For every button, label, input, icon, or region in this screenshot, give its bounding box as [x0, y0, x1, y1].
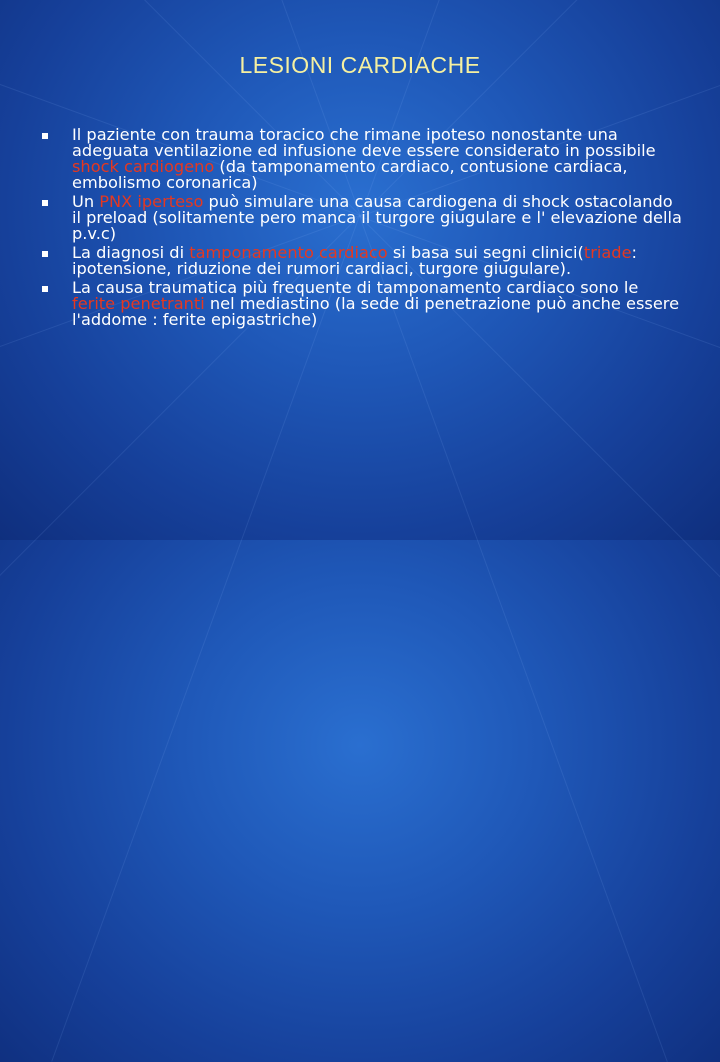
bullet-item [42, 127, 682, 191]
bullet-square-icon [42, 286, 48, 292]
bullet-square-icon [42, 200, 48, 206]
bullet-text: La causa traumatica più frequente di tamponamento cardiaco sono le [72, 278, 639, 297]
bullet-item [42, 245, 682, 277]
bullet-text: La diagnosi di [72, 243, 190, 262]
bullet-text: Un [72, 192, 100, 211]
bullet-list [42, 127, 682, 328]
highlight-text: ferite penetranti [72, 294, 205, 313]
highlight-text: shock cardiogeno [72, 157, 215, 176]
bullet-item [42, 194, 682, 242]
bullet-text: nel mediastino (la sede di penetrazione può anche essere l'addome : ferite epigastriche) [72, 294, 680, 329]
slide-title: LESIONI CARDIACHE [239, 52, 481, 78]
highlight-text: tamponamento cardiaco [189, 243, 388, 262]
bullet-square-icon [42, 251, 48, 257]
bullet-square-icon [42, 133, 48, 139]
bullet-text: : ipotensione, riduzione dei rumori cardiaci, turgore giugulare). [72, 243, 637, 278]
bullet-text: Il paziente con trauma toracico che rimane ipoteso nonostante una adeguata ventilazione ed infusione deve essere considerato in possibile [72, 125, 656, 160]
bullet-text: (da tamponamento cardiaco, contusione cardiaca, embolismo coronarica) [72, 157, 628, 192]
bullet-text: si basa sui segni clinici( [387, 243, 584, 262]
highlight-text: triade [583, 243, 632, 262]
bullet-text: può simulare una causa cardiogena di shock ostacolando il preload (solitamente pero manca il turgore giugulare e l' elevazione della p.v.c) [72, 192, 682, 243]
highlight-text: PNX iperteso [99, 192, 204, 211]
bullet-item [42, 280, 682, 328]
